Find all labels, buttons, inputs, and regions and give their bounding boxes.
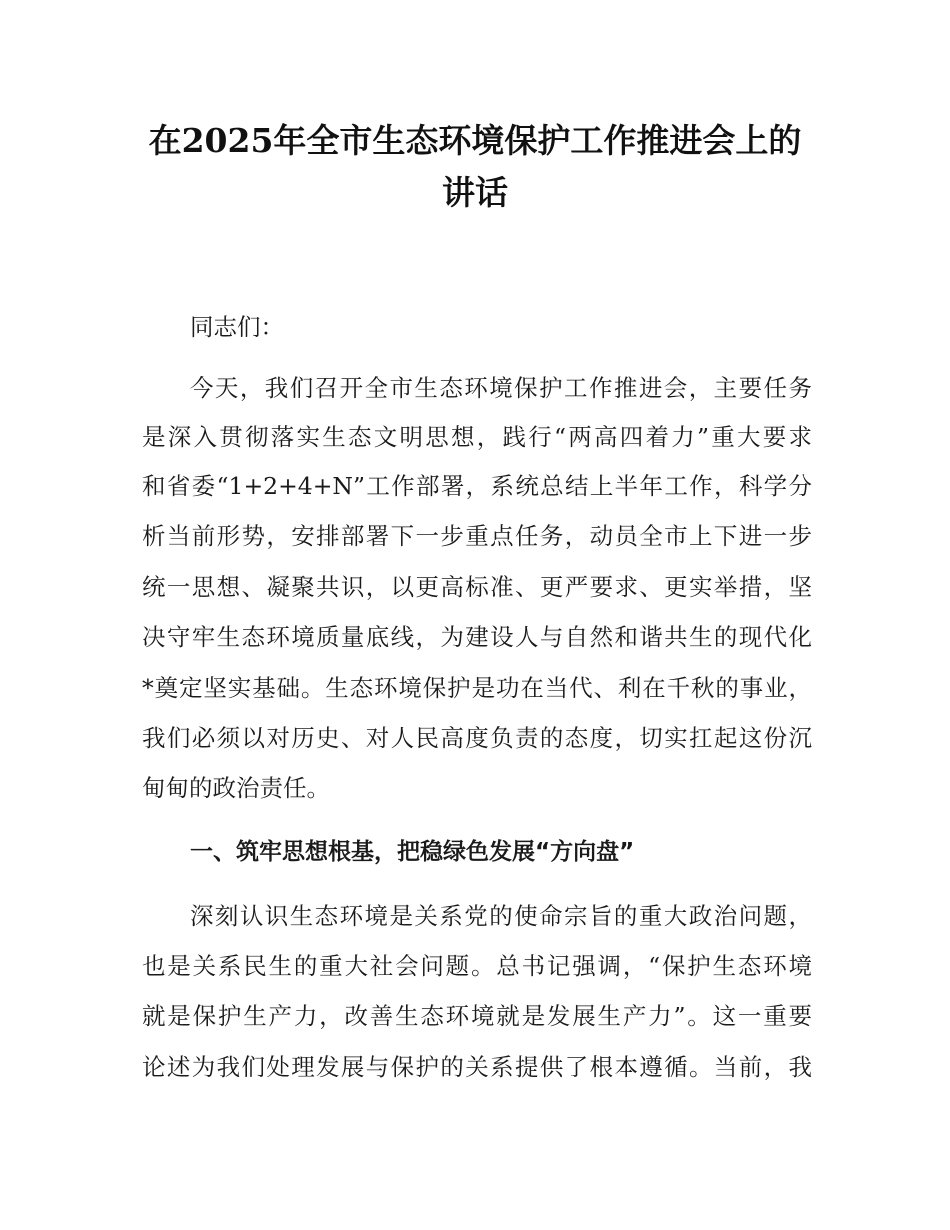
salutation: 同志们：	[190, 313, 284, 341]
paragraph-1-line: 我们必须以对历史、对人民高度负责的态度，切实扛起这份沉	[142, 724, 812, 752]
section-heading-1: 一、筑牢思想根基，把稳绿色发展“方向盘”	[190, 839, 635, 865]
paragraph-2-line: 论述为我们处理发展与保护的关系提供了根本遵循。当前，我	[142, 1053, 812, 1081]
paragraph-1-line: 析当前形势，安排部署下一步重点任务，动员全市上下进一步	[142, 522, 812, 550]
paragraph-1-line: 统一思想、凝聚共识，以更高标准、更严要求、更实举措，坚	[142, 573, 812, 601]
paragraph-1-line: 今天，我们召开全市生态环境保护工作推进会，主要任务	[190, 374, 812, 402]
paragraph-1-line: 是深入贯彻落实生态文明思想，践行“两高四着力”重大要求	[142, 423, 812, 451]
paragraph-1-line: 和省委“1+2+4+N”工作部署，系统总结上半年工作，科学分	[142, 472, 812, 500]
paragraph-1-line: 甸甸的政治责任。	[142, 774, 330, 802]
paragraph-2-line: 也是关系民生的重大社会问题。总书记强调，“保护生态环境	[142, 952, 812, 980]
paragraph-2-line: 就是保护生产力，改善生态环境就是发展生产力”。这一重要	[142, 1002, 812, 1030]
paragraph-2-line: 深刻认识生态环境是关系党的使命宗旨的重大政治问题，	[190, 902, 812, 930]
paragraph-1-line: *奠定坚实基础。生态环境保护是功在当代、利在千秋的事业，	[142, 674, 812, 702]
paragraph-1-line: 决守牢生态环境质量底线，为建设人与自然和谐共生的现代化	[142, 623, 812, 651]
document-title-line-2: 讲话	[442, 173, 508, 212]
document-title-line-1: 在2025年全市生态环境保护工作推进会上的	[148, 121, 802, 160]
